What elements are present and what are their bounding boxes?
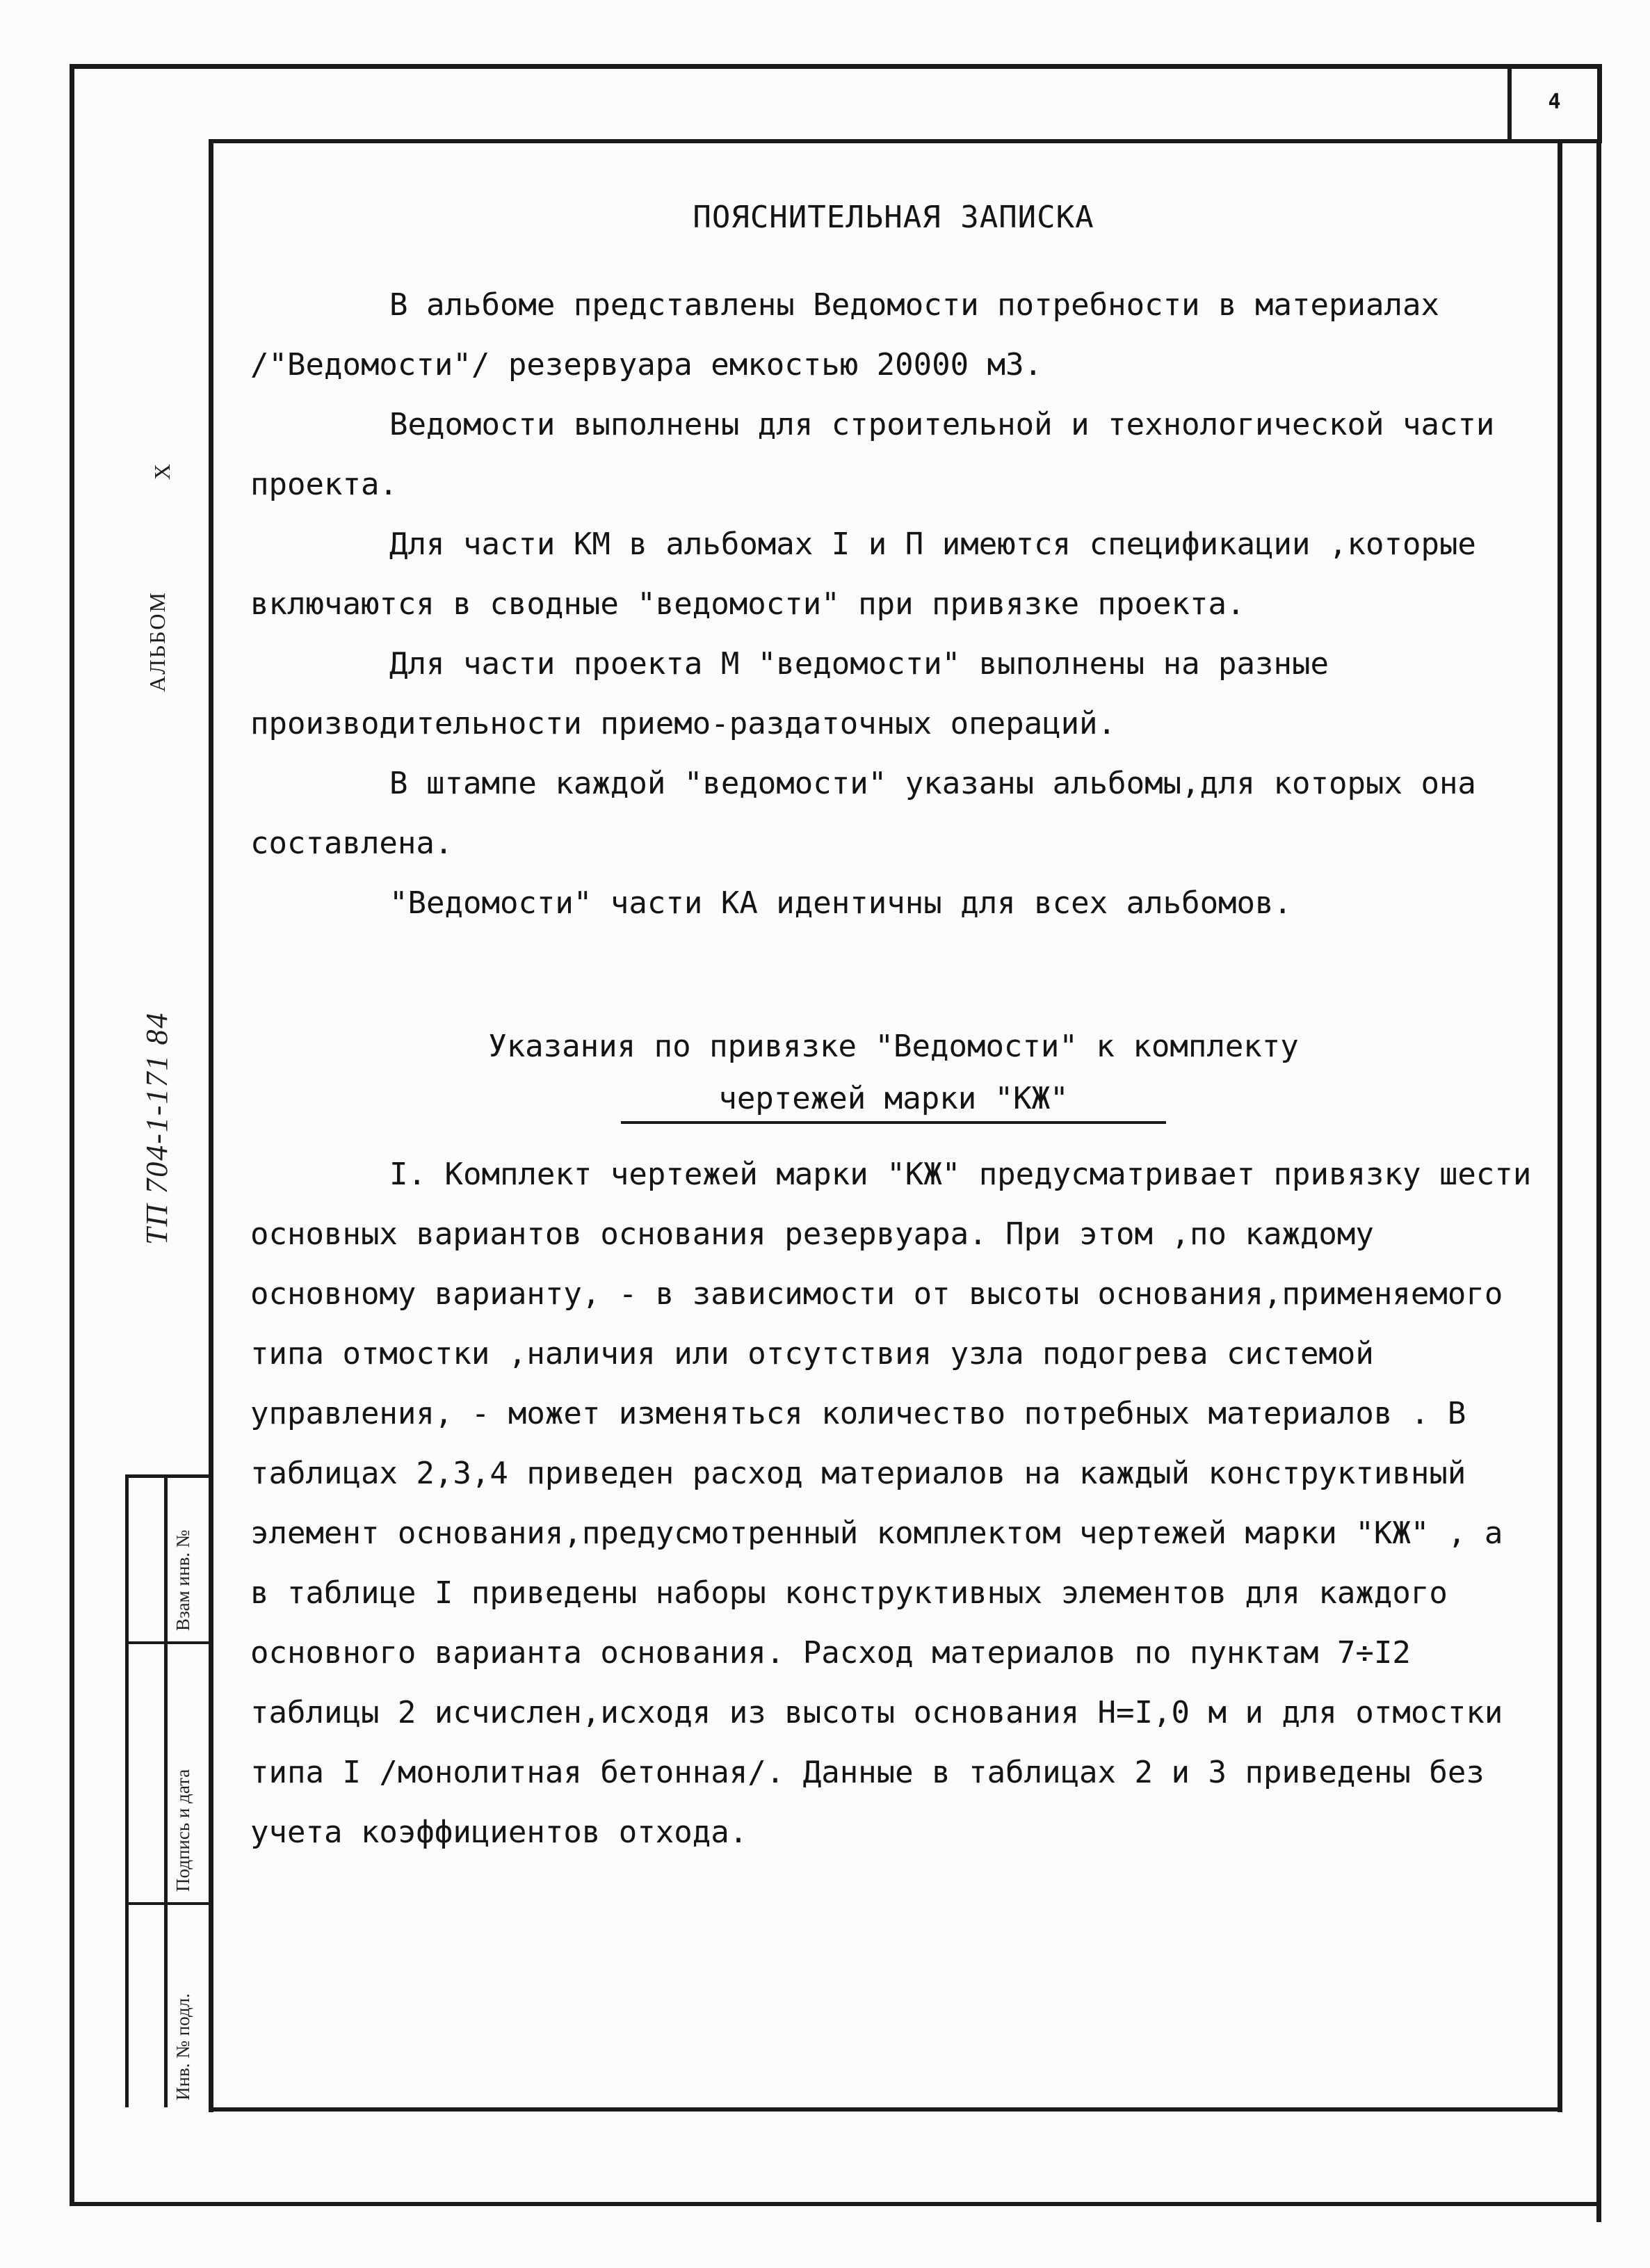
section-paragraph: I. Комплект чертежей марки "КЖ" предусматривает привязку шести основных вариантов основания резервуара. При этом ,по каждому основному варианту, - в зависимости от высоты основания,применяемого типа отмостки ,наличия или отсутствия узла подогрева системой управления, - может изменяться количество потребных материалов . В таблицах 2,3,4 приведен расход материалов на каждый конструктивный элемент основания,предусмотренный комплектом чертежей марки "КЖ" , а в таблице I приведены наборы конструктивных элементов для каждого основного варианта основания. Расход материалов по пунктам 7÷I2 таблицы 2 исчислен,исходя из высоты основания Н=I,0 м и для отмостки типа I /монолитная бетонная/. Данные в таблицах 2 и 3 приведены без учета коэффициентов отхода.	[250, 1157, 1532, 1850]
document-title: ПОЯСНИТЕЛЬНАЯ ЗАПИСКА	[693, 200, 1094, 235]
paragraph: "Ведомости" части КА идентичны для всех альбомов.	[389, 885, 1293, 921]
paragraph: Для части КМ в альбомах I и П имеются спецификации ,которые включаются в сводные "ведомости" при привязке проекта.	[250, 526, 1476, 622]
stamp-separator	[125, 1902, 209, 1905]
project-code: ТП 704-1-171 84	[140, 1011, 174, 1245]
inner-frame-bottom	[209, 2107, 1562, 2112]
stamp-sign-date: Подпись и дата	[172, 1769, 193, 1892]
album-number: X	[149, 463, 175, 480]
stamp-divider	[164, 1474, 168, 2107]
outer-frame-bottom	[70, 2202, 1601, 2206]
sheet-number: 4	[1507, 64, 1602, 143]
outer-frame-top	[70, 64, 1601, 69]
section-heading-underlined: чертежей марки "КЖ"	[621, 1077, 1165, 1124]
inner-frame-left	[209, 139, 213, 2112]
document-body	[250, 188, 1537, 1863]
stamp-separator	[125, 1641, 209, 1644]
outer-frame-right	[1596, 143, 1601, 2222]
paragraph: Для части проекта М "ведомости" выполнены на разные производительности приемо-раздаточных операций.	[250, 646, 1329, 741]
section-heading: Указания по привязке "Ведомости" к комплекту	[488, 1029, 1299, 1064]
paragraph: В альбоме представлены Ведомости потребности в материалах /"Ведомости"/ резервуара емкостью 20000 м3.	[250, 287, 1439, 383]
inner-frame-top	[209, 139, 1601, 143]
inner-frame-right	[1558, 139, 1562, 2112]
paragraph: В штампе каждой "ведомости" указаны альбомы,для которых она составлена.	[250, 766, 1476, 861]
stamp-orig-inv: Инв. № подл.	[172, 1993, 193, 2100]
stamp-replace-inv: Взам инв. №	[172, 1529, 193, 1631]
album-label: АЛЬБОМ	[145, 591, 170, 692]
outer-frame-left	[70, 64, 74, 2206]
paragraph: Ведомости выполнены для строительной и технологической части проекта.	[250, 407, 1495, 502]
